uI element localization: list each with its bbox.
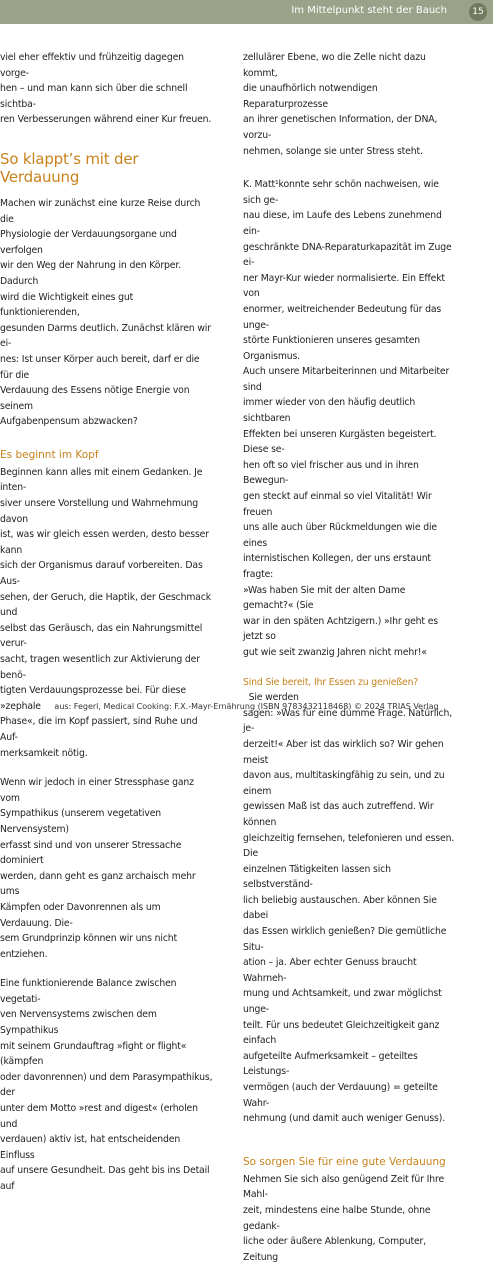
text-line: ation – ja. Aber echter Genuss braucht Wahrneh- bbox=[243, 957, 417, 984]
text-line: Phase«, die im Kopf passiert, sind Ruhe und Auf- bbox=[0, 716, 198, 743]
lead-in-question: Sind Sie bereit, Ihr Essen zu genießen? bbox=[243, 676, 419, 688]
text-line: sehen, der Geruch, die Haptik, der Geschmack und bbox=[0, 591, 212, 619]
text-line: Kämpfen oder Davonrennen als um Verdauung. Die- bbox=[0, 901, 161, 929]
text-line: siver unsere Vorstellung und Wahrnehmung davon bbox=[0, 498, 198, 525]
text-line: ren Verbesserungen während einer Kur freuen. bbox=[0, 114, 212, 126]
paragraph-balance bbox=[0, 976, 213, 1194]
subheading-gute-verdauung: So sorgen Sie für eine gute Verdauung bbox=[243, 1155, 446, 1168]
text-line: sem Grundprinzip können wir uns nicht entziehen. bbox=[0, 933, 178, 960]
text-line: Effekten bei unseren Kurgästen begeistert. Diese se- bbox=[243, 428, 437, 456]
text-line: gut wie seit zwanzig Jahren nicht mehr!« bbox=[243, 646, 427, 658]
text-line: gewissen Maß ist das auch zutreffend. Wir können bbox=[243, 801, 434, 828]
text-line: unter dem Motto »rest and digest« (erholen und bbox=[0, 1103, 198, 1130]
text-line: aufgeteilte Aufmerksamkeit – geteiltes Leistungs- bbox=[243, 1050, 418, 1078]
text-line: zeit, mindestens eine halbe Stunde, ohne gedank- bbox=[243, 1204, 431, 1232]
text-line: ven Nervensystems zwischen dem Sympathikus bbox=[0, 1009, 157, 1037]
paragraph-mahlzeit bbox=[243, 1172, 457, 1265]
page-number-badge: 15 bbox=[469, 3, 487, 21]
text-line: sacht, tragen wesentlich zur Aktivierung der benö- bbox=[0, 654, 200, 681]
subheading-kopf: Es beginnt im Kopf bbox=[0, 448, 99, 461]
text-line: Physiologie der Verdauungsorgane und verfolgen bbox=[0, 229, 177, 256]
text-line: Eine funktionierende Balance zwischen vegetati- bbox=[0, 978, 177, 1005]
text-line: war in den späten Achtzigern.) »Ihr geht es jetzt so bbox=[243, 615, 438, 643]
text-line: ist, was wir gleich essen werden, desto besser kann bbox=[0, 529, 209, 556]
text-line: viel eher effektiv und frühzeitig dagegen vorge- bbox=[0, 52, 184, 79]
text-line: störte Funktionieren unseres gesamten Organismus. bbox=[243, 335, 421, 362]
text-line: gen steckt auf einmal so viel Vitalität! Wir freuen bbox=[243, 491, 432, 518]
text-line: davon aus, multitaskingfähig zu sein, und zu einem bbox=[243, 770, 445, 797]
text-line: Machen wir zunächst eine kurze Reise durch die bbox=[0, 197, 201, 225]
running-header-title: Im Mittelpunkt steht der Bauch bbox=[291, 5, 447, 16]
footer-citation: aus: Fegerl, Medical Cooking: F.X.-Mayr-Ernährung (ISBN 9783432118468) © 2024 TRIAS Verlag bbox=[54, 702, 439, 711]
text-line: gesunden Darms deutlich. Zunächst klären wir ei- bbox=[0, 322, 211, 350]
text-line: lich beliebig austauschen. Aber können Sie dabei bbox=[243, 894, 437, 922]
text-line: verdauen) aktiv ist, hat entscheidenden Einfluss bbox=[0, 1134, 181, 1161]
text-line: geschränkte DNA-Reparaturkapazität im Zuge ei- bbox=[243, 241, 452, 269]
text-line: zellulärer Ebene, wo die Zelle nicht dazu kommt, bbox=[243, 52, 426, 79]
text-line: K. Matt¹konnte sehr schön nachweisen, wie sich ge- bbox=[243, 179, 439, 206]
text-line: sich der Organismus darauf vorbereiten. Das Aus- bbox=[0, 560, 203, 588]
text-line: wird die Wichtigkeit eines gut funktionierenden, bbox=[0, 291, 134, 319]
text-line: einzelnen Tätigkeiten lassen sich selbstverständ- bbox=[243, 863, 391, 891]
text-line: Verdauung des Essens nötige Energie von seinem bbox=[0, 385, 190, 412]
text-line: erfasst sind und von unserer Stressache dominiert bbox=[0, 839, 182, 867]
right-column bbox=[243, 50, 457, 1265]
paragraph-physiology bbox=[0, 196, 213, 430]
text-line: immer wieder von den häufig deutlich sichtbaren bbox=[243, 397, 416, 425]
text-line: oder davonrennen) und dem Parasympathikus, der bbox=[0, 1071, 213, 1099]
lead-in-continuation: Sie werden bbox=[243, 692, 299, 704]
text-line: Sympathikus (unserem vegetativen Nervensystem) bbox=[0, 808, 162, 835]
left-intro-paragraph bbox=[0, 50, 213, 128]
paragraph-gedanken bbox=[0, 465, 213, 761]
text-line: mit seinem Grundauftrag »fight or flight« (kämpfen bbox=[0, 1040, 187, 1068]
left-column bbox=[0, 50, 213, 1195]
text-line: teilt. Für uns bedeutet Gleichzeitigkeit ganz einfach bbox=[243, 1019, 440, 1047]
text-line: vermögen (auch der Verdauung) = geteilte Wahr- bbox=[243, 1082, 438, 1109]
text-line: die unaufhörlich notwendigen Reparaturprozesse bbox=[243, 83, 378, 110]
text-line: mung und Achtsamkeit, und zwar möglichst unge- bbox=[243, 988, 442, 1016]
text-line: liche oder äußere Ablenkung, Computer, Zeitung bbox=[243, 1236, 427, 1263]
text-line: gleichzeitig fernsehen, telefonieren und essen. Die bbox=[243, 832, 455, 860]
text-line: auf unsere Gesundheit. Das geht bis ins Detail auf bbox=[0, 1165, 210, 1192]
text-line: enormer, weitreichender Bedeutung für das unge- bbox=[243, 303, 442, 331]
text-line: uns alle auch über Rückmeldungen wie die eines bbox=[243, 522, 437, 549]
text-line: nau diese, im Laufe des Lebens zunehmend ein- bbox=[243, 210, 442, 237]
text-line: sagen: »Was für eine dumme Frage. Natürlich, je- bbox=[243, 707, 453, 735]
text-line: tigten Verdauungsprozesse bei. Für diese »zephale bbox=[0, 685, 186, 712]
text-line: hen – und man kann sich über die schnell sichtba- bbox=[0, 83, 188, 110]
paragraph-geniessen bbox=[243, 675, 457, 1127]
right-intro-paragraph bbox=[243, 50, 457, 159]
text-line: hen oft so viel frischer aus und in ihren Bewegun- bbox=[243, 459, 419, 487]
section-heading: So klappt’s mit der Verdauung bbox=[0, 149, 139, 186]
text-line: selbst das Geräusch, das ein Nahrungsmittel verur- bbox=[0, 622, 203, 650]
text-line: nes: Ist unser Körper auch bereit, darf er die für die bbox=[0, 353, 200, 381]
text-line: an ihrer genetischen Information, der DNA, vorzu- bbox=[243, 114, 438, 141]
paragraph-dna-reparatur bbox=[243, 177, 457, 660]
text-line: nehmung (und damit auch weniger Genuss). bbox=[243, 1113, 446, 1125]
text-line: ner Mayr-Kur wieder normalisierte. Ein Effekt von bbox=[243, 272, 445, 300]
text-line: Wenn wir jedoch in einer Stressphase ganz vom bbox=[0, 777, 194, 804]
text-line: derzeit!« Aber ist das wirklich so? Wir gehen meist bbox=[243, 738, 444, 766]
text-line: Nehmen Sie sich also genügend Zeit für Ihre Mahl- bbox=[243, 1173, 445, 1201]
text-line: nehmen, solange sie unter Stress steht. bbox=[243, 145, 423, 157]
text-line: Aufgabenpensum abzwacken? bbox=[0, 416, 138, 428]
text-line: Auch unsere Mitarbeiterinnen und Mitarbeiter sind bbox=[243, 366, 450, 393]
text-line: »Was haben Sie mit der alten Dame gemacht?« (Sie bbox=[243, 584, 406, 612]
text-line: werden, dann geht es ganz archaisch mehr ums bbox=[0, 870, 196, 898]
text-line: das Essen wirklich genießen? Die gemütliche Situ- bbox=[243, 926, 447, 953]
text-line: merksamkeit nötig. bbox=[0, 747, 88, 759]
paragraph-stressphase bbox=[0, 775, 213, 962]
text-line: Beginnen kann alles mit einem Gedanken. Je inten- bbox=[0, 466, 203, 494]
text-line: internistischen Kollegen, der uns erstaunt fragte: bbox=[243, 553, 431, 580]
text-line: wir den Weg der Nahrung in den Körper. Dadurch bbox=[0, 260, 181, 287]
